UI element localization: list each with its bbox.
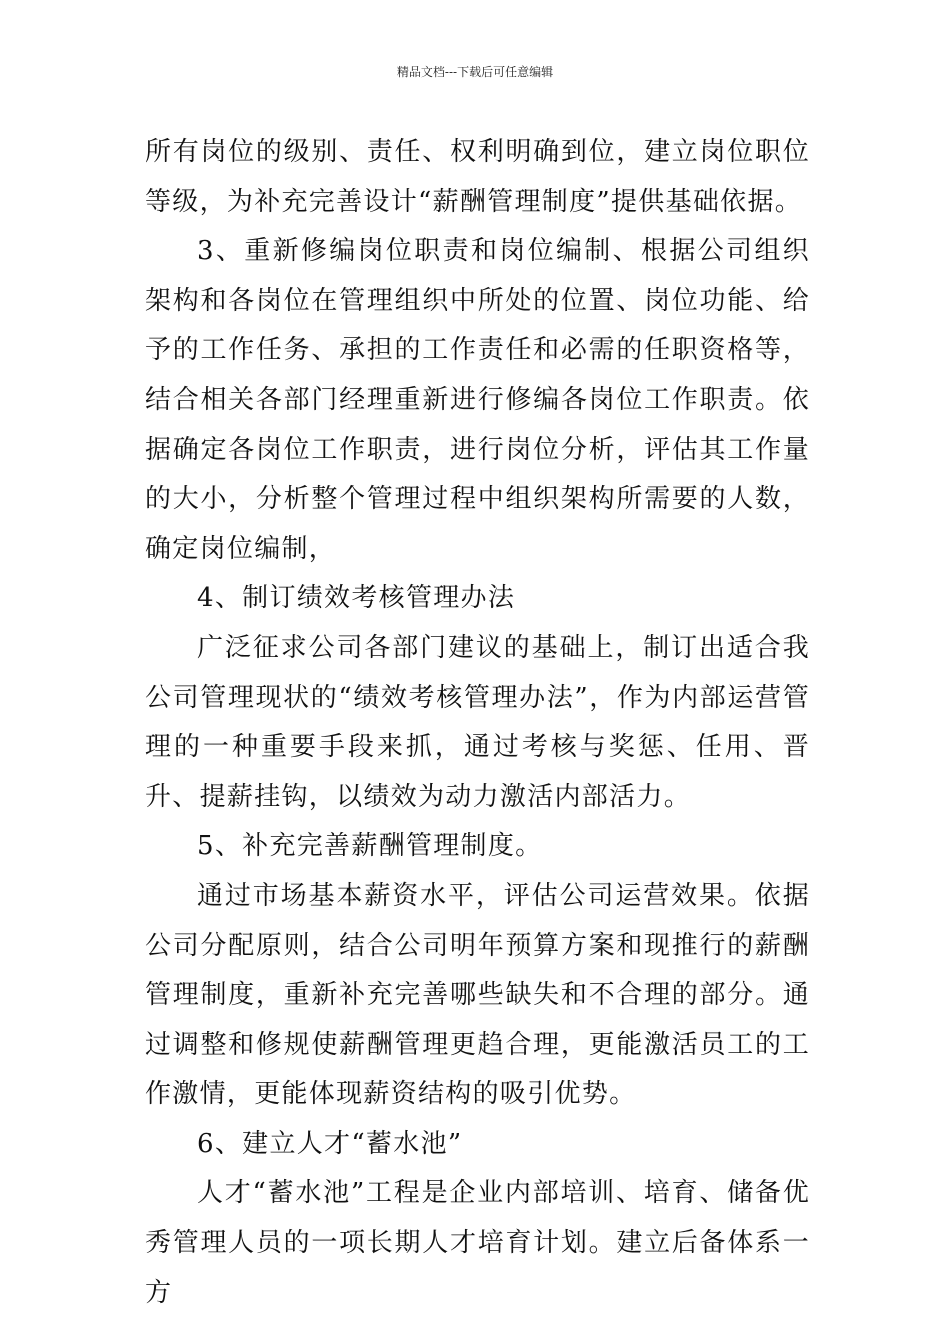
paragraph-talent-pool: 人才“蓄水池”工程是企业内部培训、培育、储备优秀管理人员的一项长期人才培育计划。建立后备体系一方 bbox=[145, 1178, 810, 1308]
paragraph-positions-grading: 所有岗位的级别、责任、权利明确到位，建立岗位职位等级，为补充完善设计“薪酬管理制度”提供基础依据。 bbox=[145, 137, 810, 217]
document-body bbox=[145, 128, 810, 1318]
paragraph-performance-measures: 广泛征求公司各部门建议的基础上，制订出适合我公司管理现状的“绩效考核管理办法”，作为内部运营管理的一种重要手段来抓，通过考核与奖惩、任用、晋升、提薪挂钩，以绩效为动力激活内部活力。 bbox=[145, 632, 810, 812]
paragraph-item-3-job-duties: 3、重新修编岗位职责和岗位编制、根据公司组织架构和各岗位在管理组织中所处的位置、岗位功能、给予的工作任务、承担的工作责任和必需的任职资格等，结合相关各部门经理重新进行修编各岗位工作职责。依据确定各岗位工作职责，进行岗位分析，评估其工作量的大小，分析整个管理过程中组织架构所需要的人数，确定岗位编制， bbox=[145, 236, 810, 564]
heading-item-5-salary: 5、补充完善薪酬管理制度。 bbox=[197, 831, 543, 862]
heading-item-6-talent-pool: 6、建立人才“蓄水池” bbox=[197, 1128, 463, 1159]
heading-item-4-performance: 4、制订绩效考核管理办法 bbox=[197, 583, 516, 614]
paragraph-salary-system: 通过市场基本薪资水平，评估公司运营效果。依据公司分配原则，结合公司明年预算方案和现推行的薪酬管理制度，重新补充完善哪些缺失和不合理的部分。通过调整和修规使薪酬管理更趋合理，更能激活员工的工作激情，更能体现薪资结构的吸引优势。 bbox=[145, 880, 810, 1110]
page-header: 精品文档---下载后可任意编辑 bbox=[396, 65, 554, 79]
